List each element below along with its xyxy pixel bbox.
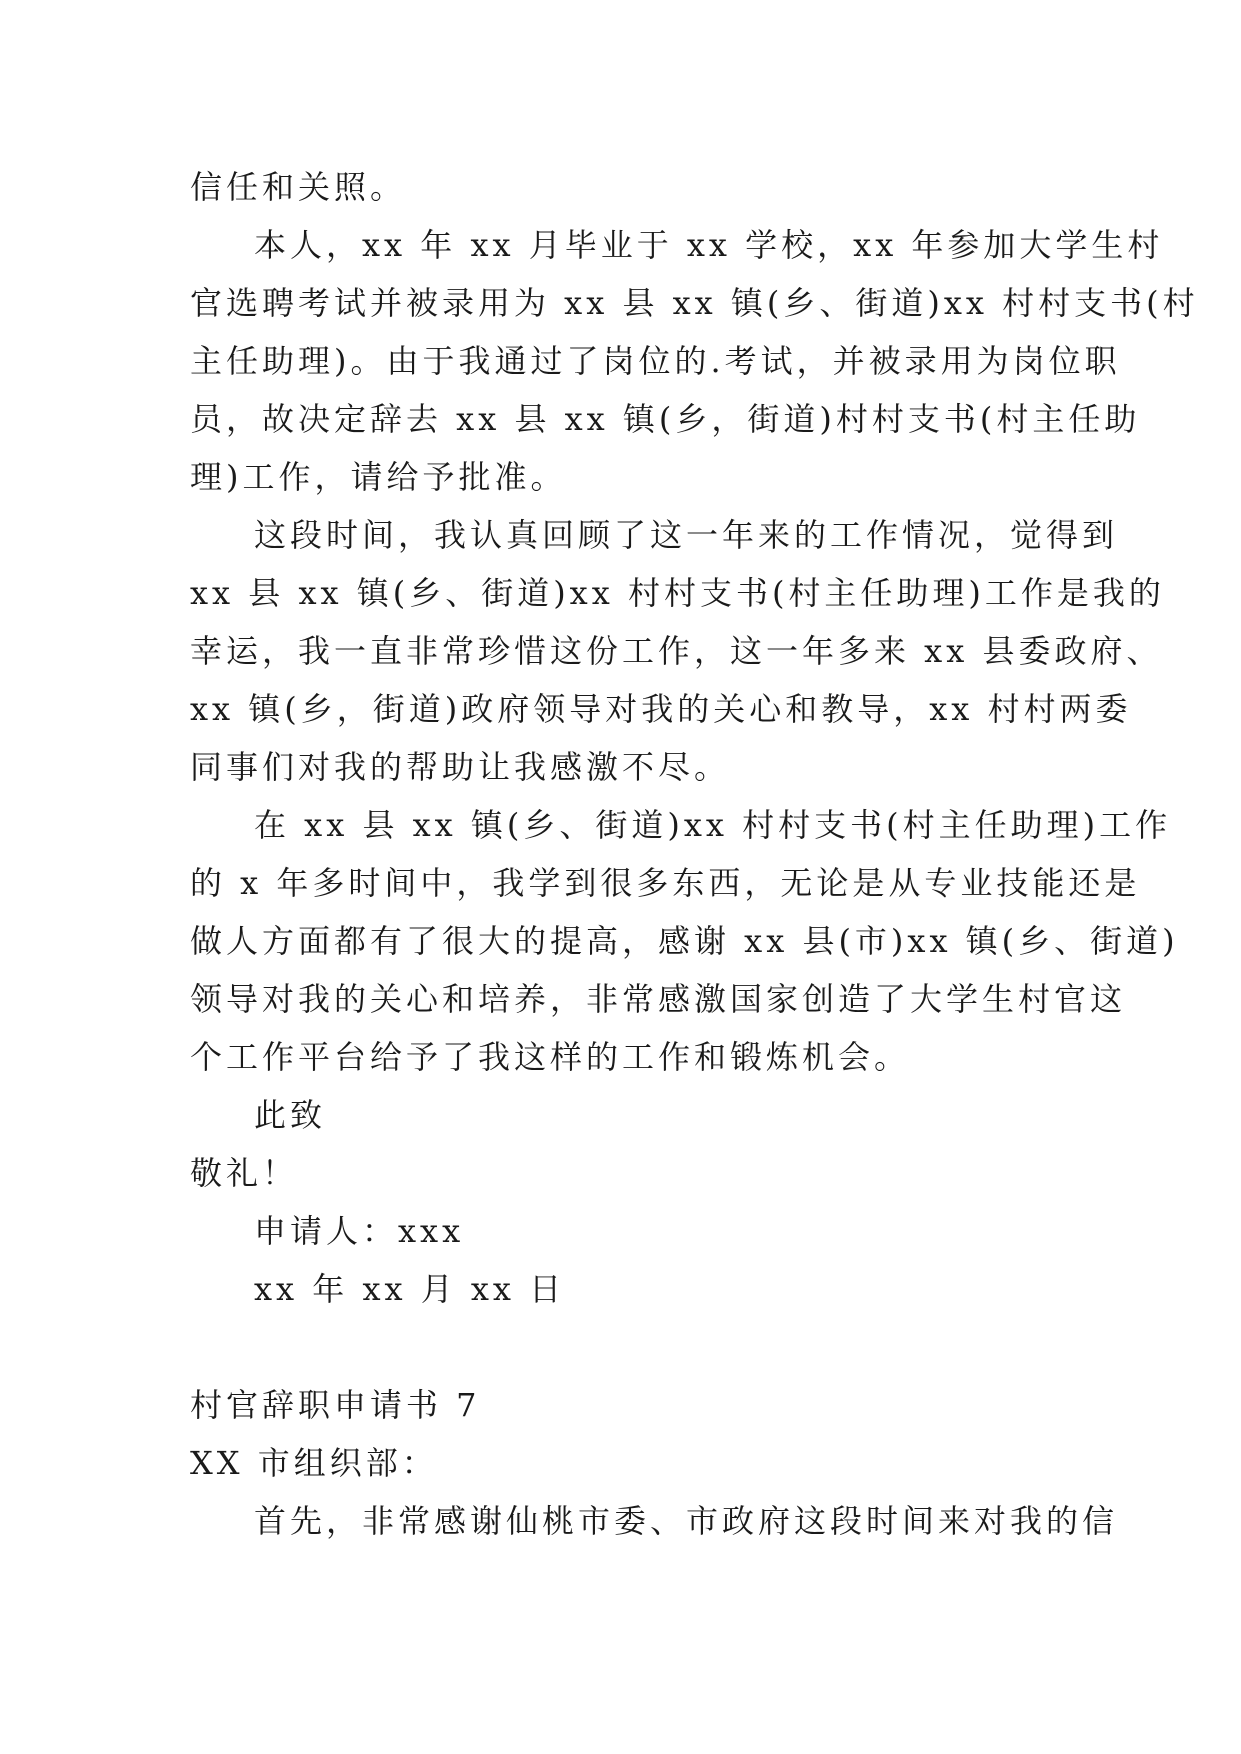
text-line: 领导对我的关心和培养，非常感激国家创造了大学生村官这 xyxy=(190,980,1127,1018)
paragraph-line: 本人，xx 年 xx 月毕业于 xx 学校，xx 年参加大学生村 xyxy=(254,226,1164,264)
section-title: 村官辞职申请书 7 xyxy=(190,1386,481,1424)
paragraph-line: 首先，非常感谢仙桃市委、市政府这段时间来对我的信 xyxy=(254,1502,1119,1540)
paragraph-line: 这段时间，我认真回顾了这一年来的工作情况，觉得到 xyxy=(254,516,1119,554)
text-line: xx 县 xx 镇(乡、街道)xx 村村支书(村主任助理)工作是我的 xyxy=(190,574,1165,612)
document-body xyxy=(190,158,1199,1550)
text-line: 信任和关照。 xyxy=(190,168,407,206)
section-gap xyxy=(190,1318,1060,1376)
salutation-line: 此致 xyxy=(254,1096,327,1134)
text-line: 的 x 年多时间中，我学到很多东西，无论是从专业技能还是 xyxy=(190,864,1141,902)
text-line: 员，故决定辞去 xx 县 xx 镇(乡，街道)村村支书(村主任助 xyxy=(190,400,1141,438)
salutation-line: 敬礼！ xyxy=(190,1154,299,1192)
text-line: xx 镇(乡，街道)政府领导对我的关心和教导，xx 村村两委 xyxy=(190,690,1132,728)
applicant-line: 申请人：xxx xyxy=(254,1212,465,1250)
text-line: 做人方面都有了很大的提高，感谢 xx 县(市)xx 镇(乡、街道) xyxy=(190,922,1179,960)
text-line: 理)工作，请给予批准。 xyxy=(190,458,567,496)
addressee-line: XX 市组织部： xyxy=(190,1444,438,1482)
text-line: 官选聘考试并被录用为 xx 县 xx 镇(乡、街道)xx 村村支书(村 xyxy=(190,284,1199,322)
text-line: 同事们对我的帮助让我感激不尽。 xyxy=(190,748,731,786)
text-line: 主任助理)。由于我通过了岗位的.考试，并被录用为岗位职 xyxy=(190,342,1121,380)
text-line: 幸运，我一直非常珍惜这份工作，这一年多来 xx 县委政府、 xyxy=(190,632,1163,670)
paragraph-line: 在 xx 县 xx 镇(乡、街道)xx 村村支书(村主任助理)工作 xyxy=(254,806,1172,844)
date-line: xx 年 xx 月 xx 日 xyxy=(254,1270,566,1308)
text-line: 个工作平台给予了我这样的工作和锻炼机会。 xyxy=(190,1038,911,1076)
